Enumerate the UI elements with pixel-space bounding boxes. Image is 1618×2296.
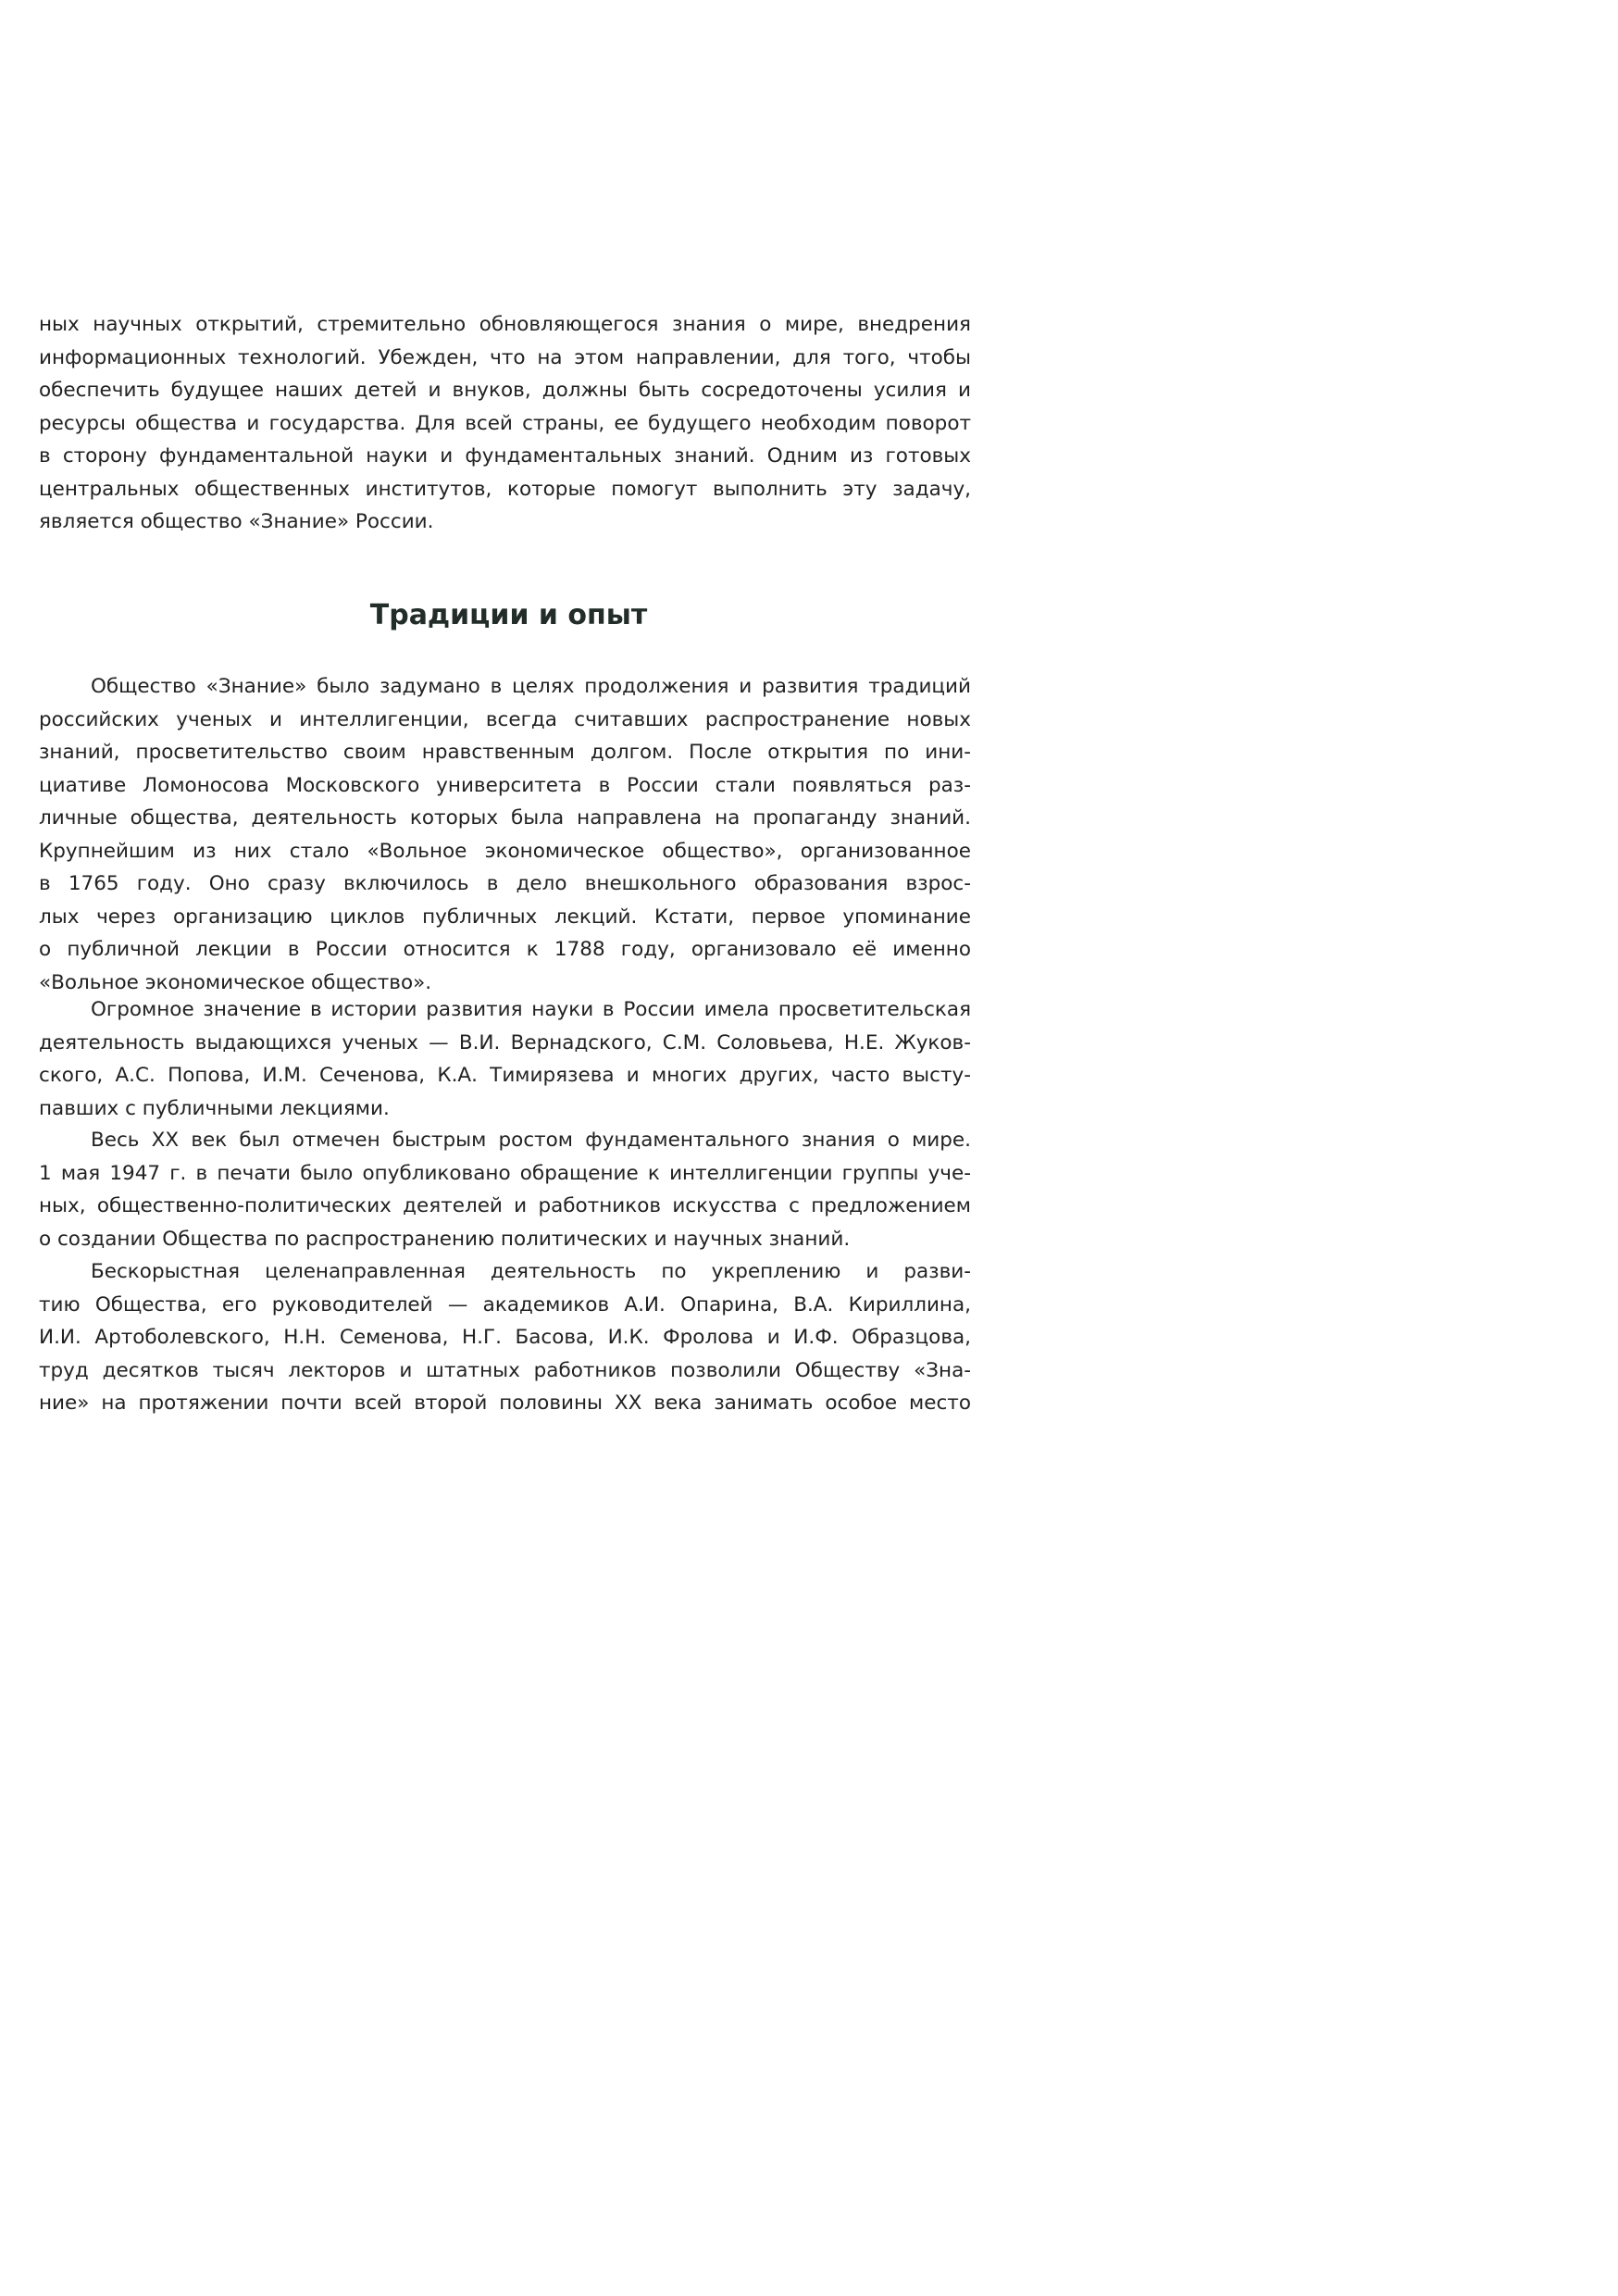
text-line: деятельность выдающихся ученых — В.И. Вернадского, С.М. Соловьева, Н.Е. Жуков- xyxy=(39,1030,971,1054)
text-line: в 1765 году. Оно сразу включилось в дело внешкольного образования взрос- xyxy=(39,872,971,895)
text-line: труд десятков тысяч лекторов и штатных работников позволили Обществу «Зна- xyxy=(39,1358,971,1382)
text-line: Бескорыстная целенаправленная деятельность по укреплению и разви- xyxy=(91,1260,971,1283)
paragraph-xx-century xyxy=(39,1124,971,1255)
text-line: о создании Общества по распространению политических и научных знаний. xyxy=(39,1227,851,1251)
paragraph-society-leaders xyxy=(39,1255,971,1420)
paragraph-traditions xyxy=(39,670,971,999)
text-line: лых через организацию циклов публичных лекций. Кстати, первое упоминание xyxy=(39,905,971,929)
text-line: Крупнейшим из них стало «Вольное экономическое общество», организованное xyxy=(39,839,971,863)
text-line: Огромное значение в истории развития науки в России имела просветительская xyxy=(91,998,971,1021)
text-line: ных научных открытий, стремительно обновляющегося знания о мире, внедрения xyxy=(39,313,971,336)
text-line: тию Общества, его руководителей — академиков А.И. Опарина, В.А. Кириллина, xyxy=(39,1292,971,1316)
text-line: ных, общественно-политических деятелей и работников искусства с предложением xyxy=(39,1194,971,1217)
text-line: Весь XX век был отмечен быстрым ростом фундаментального знания о мире. xyxy=(91,1129,971,1152)
text-line: информационных технологий. Убежден, что на этом направлении, для того, чтобы xyxy=(39,345,971,369)
intro-paragraph xyxy=(39,308,971,539)
text-line: о публичной лекции в России относится к 1788 году, организовало её именно xyxy=(39,938,971,961)
text-line: И.И. Артоболевского, Н.Н. Семенова, Н.Г. Басова, И.К. Фролова и И.Ф. Образцова, xyxy=(39,1326,971,1349)
section-heading: Традиции и опыт xyxy=(369,599,648,631)
text-line: Общество «Знание» было задумано в целях продолжения и развития традиций xyxy=(91,675,971,698)
text-line: 1 мая 1947 г. в печати было опубликовано обращение к интеллигенции группы уче- xyxy=(39,1161,971,1185)
text-line: ние» на протяжении почти всей второй половины XX века занимать особое место xyxy=(39,1391,971,1415)
text-line: циативе Ломоносова Московского университета в России стали появляться раз- xyxy=(39,773,971,797)
text-line: российских ученых и интеллигенции, всегда считавших распространение новых xyxy=(39,707,971,731)
text-line: обеспечить будущее наших детей и внуков, должны быть сосредоточены усилия и xyxy=(39,379,971,402)
text-line: павших с публичными лекциями. xyxy=(39,1096,390,1120)
paragraph-scientists xyxy=(39,993,971,1125)
text-line: знаний, просветительство своим нравственным долгом. После открытия по ини- xyxy=(39,741,971,764)
text-line: является общество «Знание» России. xyxy=(39,510,434,533)
text-line: ресурсы общества и государства. Для всей страны, ее будущего необходим поворот xyxy=(39,411,971,435)
text-line: центральных общественных институтов, которые помогут выполнить эту задачу, xyxy=(39,477,971,501)
text-line: личные общества, деятельность которых была направлена на пропаганду знаний. xyxy=(39,806,971,830)
text-line: «Вольное экономическое общество». xyxy=(39,970,432,994)
text-line: в сторону фундаментальной науки и фундаментальных знаний. Одним из готовых xyxy=(39,444,971,468)
text-line: ского, А.С. Попова, И.М. Сеченова, К.А. Тимирязева и многих других, часто высту- xyxy=(39,1064,971,1087)
